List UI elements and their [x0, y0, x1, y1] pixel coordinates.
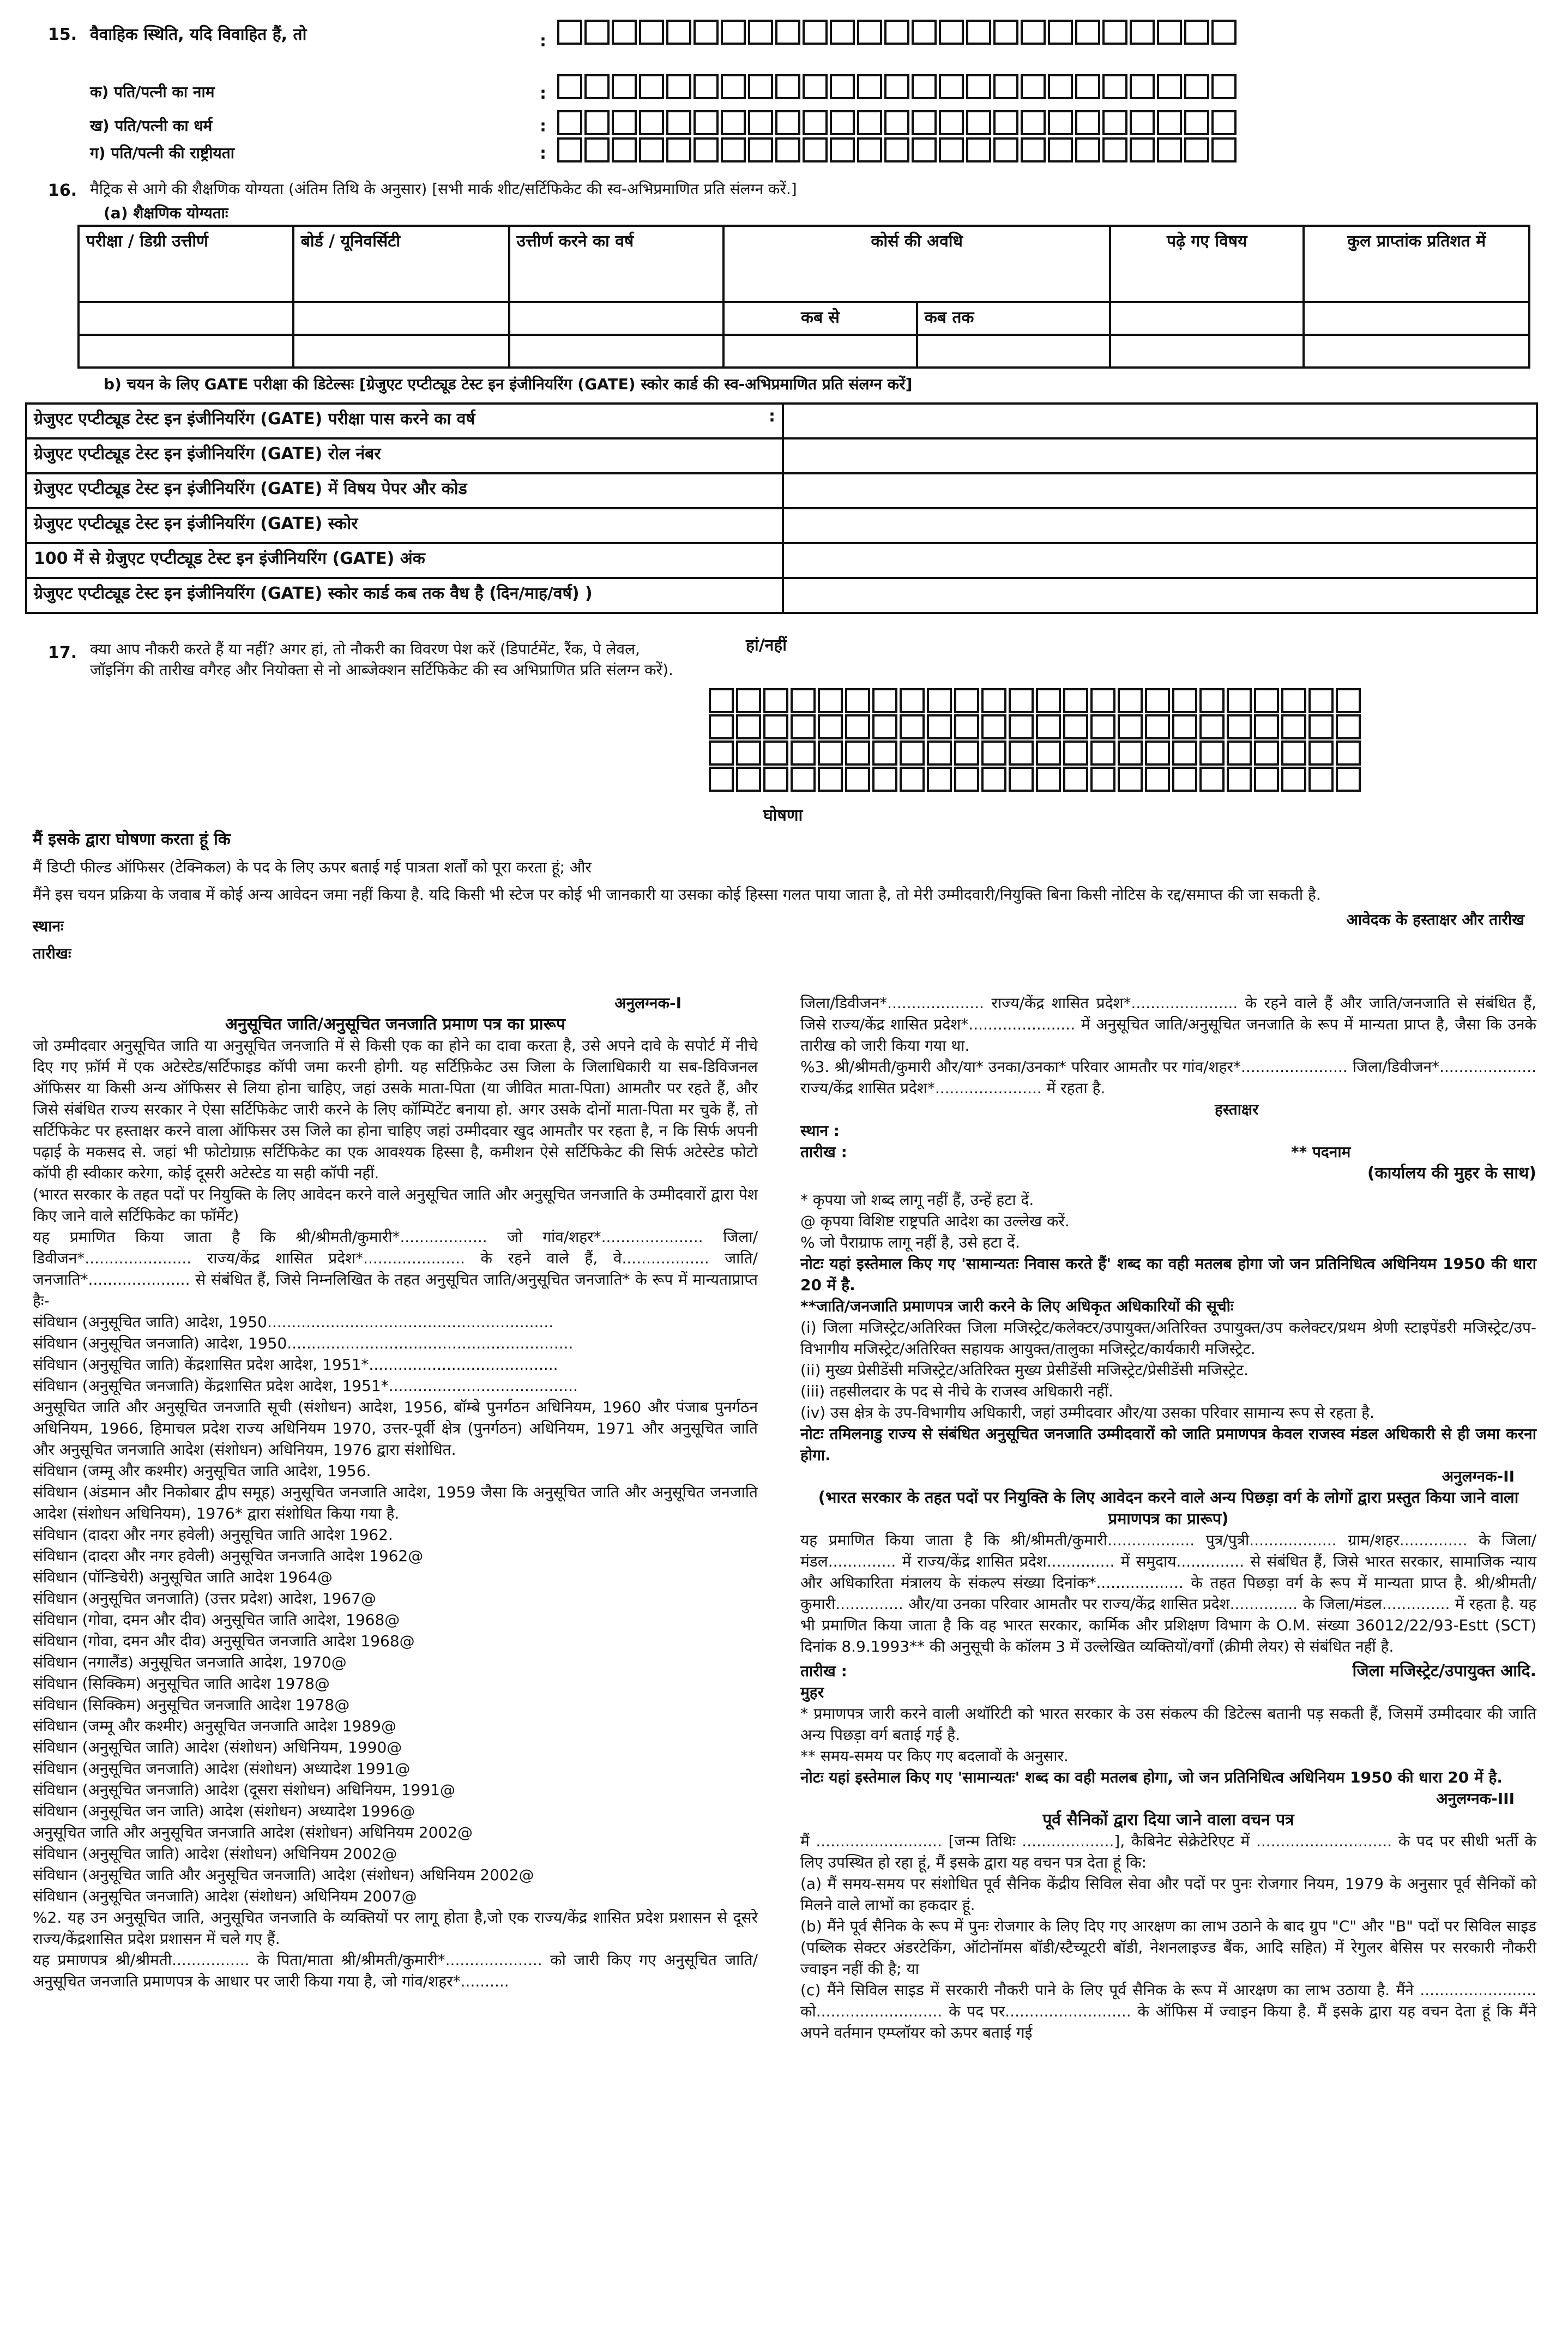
order-item: संविधान (अंडमान और निकोबार द्वीप समूह) अनुसूचित जनजाति आदेश, 1959 जैसा कि अनुसूचित जाति और अनुसूचित जनजाति आदेश (संशोधन अधिनियम), 1976* द्वारा संशोधित किया गया है. [33, 1483, 758, 1522]
gate-value[interactable] [783, 404, 1537, 438]
order-item: अनुसूचित जाति और अनुसूचित जनजाति आदेश (संशोधन) अधिनियम 2002@ [33, 1823, 473, 1841]
employment-boxes[interactable] [709, 688, 1363, 792]
order-item: संविधान (सिक्किम) अनुसूचित जाति आदेश 1978@ [33, 1675, 330, 1693]
col-percentage: कुल प्राप्तांक प्रतिशत में [1304, 226, 1529, 302]
order-item: संविधान (अनुसूचित जनजाति) आदेश (संशोधन) अध्यादेश 1991@ [33, 1760, 411, 1778]
edu-cell[interactable] [509, 335, 724, 368]
gate-row-label: ग्रेजुएट एप्टीट्यूड टेस्ट इन इंजीनियरिंग (GATE) स्कोर [26, 508, 783, 543]
spouse-nationality-colon: : [540, 144, 546, 163]
order-item: संविधान (अनुसूचित जाति) आदेश, 1950........................................................... [33, 1313, 554, 1331]
edu-cell[interactable] [1304, 302, 1529, 335]
spouse-name-boxes[interactable] [557, 74, 1239, 99]
q16-number: 16. [48, 181, 77, 200]
order-item: संविधान (जम्मू और कश्मीर) अनुसूचित जाति आदेश, 1956. [33, 1462, 371, 1480]
annex1-tag: अनुलग्नक-I [614, 994, 682, 1012]
spouse-name-colon: : [540, 84, 546, 103]
order-item: संविधान (अनुसूचित जाति) केंद्रशासित प्रदेश आदेश, 1951*....................................... [33, 1356, 558, 1374]
right-column [800, 992, 1536, 2043]
annex3-item-b: (b) मैंने पूर्व सैनिक के रूप में पुनः रोजगार के लिए दिए गए आरक्षण का लाभ उठाने के बाद ग्रुप "C" और "B" पदों पर सिविल साइड (पब्लिक सेक्टर अंडरटेकिंग, ऑटोनॉमस बॉडी/स्टैच्यूटरी बॉडी, नेशनलाइज्ड बैंक, आदि सहित) में रेगुलर बेसिस पर सरकारी नौकरी ज्वाइन नहीं की है; या [800, 1917, 1536, 1978]
order-item: संविधान (नगालैंड) अनुसूचित जनजाति आदेश, 1970@ [33, 1653, 347, 1671]
edu-cell[interactable] [293, 302, 509, 335]
order-item: संविधान (अनुसूचित जनजाति) आदेश, 1950........................................................... [33, 1334, 574, 1352]
office-seal-label: (कार्यालय की मुहर के साथ) [1367, 1164, 1536, 1183]
spouse-nationality-boxes[interactable] [557, 137, 1239, 162]
col-year: उत्तीर्ण करने का वर्ष [509, 226, 724, 302]
col-duration: कोर्स की अवधि [723, 226, 1110, 302]
order-item: संविधान (दादरा और नगर हवेली) अनुसूचित जाति आदेश 1962. [33, 1526, 393, 1544]
order-item: संविधान (दादरा और नगर हवेली) अनुसूचित जनजाति आदेश 1962@ [33, 1547, 424, 1565]
authority-item: (iii) तहसीलदार के पद से नीचे के राजस्व अधिकारी नहीं. [800, 1382, 1113, 1400]
edu-cell[interactable] [509, 302, 724, 335]
edu-cell[interactable] [723, 335, 916, 368]
education-table [77, 225, 1530, 369]
edu-cell[interactable] [917, 335, 1110, 368]
note-tamilnadu: नोटः तमिलनाडु राज्य से संबंधित अनुसूचित जनजाति उम्मीदवारों को जाति प्रमाणपत्र केवल राजस्व मंडल अधिकारी से ही जमा करना होगा. [800, 1425, 1536, 1464]
annex2-magistrate: जिला मजिस्ट्रेट/उपायुक्त आदि. [1352, 1661, 1536, 1681]
order-item: संविधान (गोवा, दमन और दीव) अनुसूचित जाति आदेश, 1968@ [33, 1611, 400, 1629]
declaration-title: मैं इसके द्वारा घोषणा करता हूं कि [33, 830, 231, 849]
edu-cell[interactable] [79, 302, 293, 335]
spouse-religion-colon: : [540, 117, 546, 136]
q15-label: वैवाहिक स्थिति, यदि विवाहित हैं, तो [90, 25, 307, 44]
q15-number: 15. [48, 25, 77, 44]
gate-value[interactable] [783, 438, 1537, 473]
spouse-name-label: क) पति/पत्नी का नाम [90, 83, 215, 101]
gate-row-label: ग्रेजुएट एप्टीट्यूड टेस्ट इन इंजीनियरिंग (GATE) में विषय पेपर और कोड [26, 473, 783, 508]
spouse-nationality-label: ग) पति/पत्नी की राष्ट्रीयता [90, 144, 234, 162]
declaration-label: घोषणा [763, 806, 803, 825]
edu-cell[interactable] [1110, 302, 1304, 335]
col-exam: परीक्षा / डिग्री उत्तीर्ण [79, 226, 293, 302]
applicant-signature: आवेदक के हस्ताक्षर और तारीख [1346, 911, 1524, 929]
annex2-tag: अनुलग्नक-II [1442, 1467, 1515, 1485]
note-item: % जो पैराग्राफ लागू नहीं है, उसे हटा दें. [800, 1233, 1020, 1251]
edu-cell[interactable] [1110, 335, 1304, 368]
yes-no-label: हां/नहीं [746, 636, 787, 655]
order-item: संविधान (अनुसूचित जनजाति) केंद्रशासित प्रदेश आदेश, 1951*....................................... [33, 1377, 578, 1395]
order-item: अनुसूचित जाति और अनुसूचित जनजाति सूची (संशोधन) आदेश, 1956, बॉम्बे पुनर्गठन अधिनियम, 1960 और पंजाब पुनर्गठन अधिनियम, 1966, हिमाचल प्रदेश राज्य अधिनियम 1970, उत्तर-पूर्वी क्षेत्र (पुनर्गठन) अधिनियम, 1971 और अनुसूचित जाति और अनुसूचित जनजाति आदेश (संशोधन) अधिनियम, 1976 द्वारा संशोधित. [33, 1398, 758, 1459]
designation-label: ** पदनाम [1291, 1143, 1351, 1161]
gate-value[interactable] [783, 508, 1537, 543]
order-item: संविधान (अनुसूचित जनजाति) (उत्तर प्रदेश) आदेश, 1967@ [33, 1590, 376, 1607]
declaration-line2: मैंने इस चयन प्रक्रिया के जवाब में कोई अन्य आवेदन जमा नहीं किया है. यदि किसी भी स्टेज पर कोई भी जानकारी या उसका कोई हिस्सा गलत पाया जाता है, तो मेरी उम्मीदवारी/नियुक्ति बिना किसी नोटिस के रद्द/समाप्त की जा सकती है. [33, 886, 1321, 904]
order-item: संविधान (अनुसूचित जाति और अनुसूचित जनजाति) आदेश (संशोधन) अधिनियम 2002@ [33, 1866, 534, 1884]
date-label: तारीख : [800, 1143, 847, 1161]
annex3-title: पूर्व सैनिकों द्वारा दिया जाने वाला वचन पत्र [1042, 1810, 1294, 1829]
authorized-officers-title: **जाति/जनजाति प्रमाणपत्र जारी करने के लिए अधिकृत अधिकारियों की सूचीः [800, 1297, 1234, 1315]
place-label: स्थान : [800, 1122, 840, 1140]
annex1-cert2: यह प्रमाणपत्र श्री/श्रीमती................ के पिता/माता श्री/श्रीमती/कुमारी*.................... को जारी किए गए अनुसूचित जाति/अनुसूचित जनजाति प्रमाणपत्र के आधार पर जारी किया गया है, जो गांव/शहर*.......... [33, 1951, 758, 1990]
gate-value[interactable] [783, 543, 1537, 578]
col-from: कब से [723, 302, 916, 335]
annex2-date: तारीख : [800, 1662, 847, 1680]
order-item: संविधान (पॉन्डिचेरी) अनुसूचित जाति आदेश 1964@ [33, 1568, 333, 1586]
spouse-religion-boxes[interactable] [557, 110, 1239, 135]
declaration-line1: मैं डिप्टी फील्ड ऑफिसर (टेक्निकल) के पद के लिए ऊपर बताई गई पात्रता शर्तों को पूरा करता हूं; और [33, 858, 592, 876]
order-item: संविधान (अनुसूचित जाति) आदेश (संशोधन) अधिनियम, 1990@ [33, 1738, 402, 1756]
annex1-continued: जिला/डिवीजन*.................... राज्य/केंद्र शासित प्रदेश*...................... के रहने वाले हैं और जाति/जनजाति से संबंधित हैं, जिसे राज्य/केंद्र शासित प्रदेश*...................... में अनुसूचित जाति/अनुसूचित जनजाति के रूप में मान्यता प्राप्त है, जैसा कि उनके तारीख को जारी किया गया था. [800, 994, 1536, 1055]
order-item: संविधान (सिक्किम) अनुसूचित जनजाति आदेश 1978@ [33, 1696, 350, 1714]
gate-value[interactable] [783, 578, 1537, 613]
edu-cell[interactable] [1304, 335, 1529, 368]
annex3-tag: अनुलग्नक-III [1436, 1790, 1515, 1808]
q17-text: क्या आप नौकरी करते हैं या नहीं? अगर हां, तो नौकरी का विवरण पेश करें (डिपार्टमेंट, रैंक, पे लेवल, जॉइनिंग की तारीख वगैरह और नियोक्ता से नो आब्जेक्शन सर्टिफिकेट की स्व अभिप्राणित प्रति संलग्न करें). [90, 640, 673, 679]
annex1-note2: %2. यह उन अनुसूचित जाति, अनुसूचित जनजाति के व्यक्तियों पर लागू होता है,जो एक राज्य/केंद्र शासित प्रदेश प्रशासन से दूसरे राज्य/केंद्रशासित प्रदेश प्रशासन में चले गए हैं. [33, 1908, 758, 1948]
col-to: कब तक [917, 302, 1110, 335]
order-item: संविधान (अनुसूचित जनजाति) आदेश (दूसरा संशोधन) अधिनियम, 1991@ [33, 1781, 455, 1799]
authority-item: (ii) मुख्य प्रेसीडेंसी मजिस्ट्रेट/अतिरिक्त मुख्य प्रेसीडेंसी मजिस्ट्रेट/प्रेसीडेंसी मजिस्ट्रेट. [800, 1361, 1249, 1379]
order-item: संविधान (अनुसूचित जन जाति) आदेश (संशोधन) अध्यादेश 1996@ [33, 1802, 415, 1820]
note-item: * कृपया जो शब्द लागू नहीं हैं, उन्हें हटा दें. [800, 1191, 1034, 1209]
gate-row-label: ग्रेजुएट एप्टीट्यूड टेस्ट इन इंजीनियरिंग (GATE) रोल नंबर [26, 438, 783, 473]
annex2-note1: * प्रमाणपत्र जारी करने वाली अथॉरिटी को भारत सरकार के उस संकल्प की डिटेल्स बतानी पड़ सकती हैं, जिसमें उम्मीदवार की जाति अन्य पिछड़ा वर्ग बताई गई है. [800, 1705, 1536, 1744]
signature-label: हस्ताक्षर [1215, 1100, 1259, 1118]
annex1-note3: %3. श्री/श्रीमती/कुमारी और/या* उनका/उनका* परिवार आमतौर पर गांव/शहर*...................... जिला/डिवीजन*.................... राज्य/केंद्र शासित प्रदेश*...................... में रहता है. [800, 1058, 1536, 1097]
annex1-intro: जो उम्मीदवार अनुसूचित जाति या अनुसूचित जनजाति में से किसी एक का होने का दावा करता है, उसे अपने दावे के सपोर्ट में नीचे दिए गए फ़ॉर्म में एक अटेस्टेड/सर्टिफाइड कॉपी जमा करनी होगी. यह सर्टिफ़िकेट उस जिला के जिलाधिकारी या सब-डिविजनल ऑफिसर या किसी अन्य ऑफिसर से लिया होना चाहिए, जहां उसके माता-पिता (या जीवित माता-पिता) आमतौर पर रहते हैं, और जिसे संबंधित राज्य सरकार ने ऐसा सर्टिफिकेट जारी करने के लिए कॉम्पिटेंट बनाया हो. अगर उसके दोनों माता-पिता मर चुके हैं, तो सर्टिफिकेट पर हस्ताक्षर करने वाला ऑफिसर उस जिले का होना चाहिए जहां उम्मीदवार खुद आमतौर पर रहता है, न कि सिर्फ अपनी पढ़ाई के मकसद से. जहां भी फोटोग्राफ़ सर्टिफिकेट का एक आवश्यक हिस्सा है, कमीशन ऐसे सर्टिफिकेट की सिर्फ अटेस्टेड फोटो कॉपी ही स्वीकार करेगा, कोई दूसरी अटेस्टेड या सही कॉपी नहीं. [33, 1037, 758, 1182]
annex2-cert: यह प्रमाणित किया जाता है कि श्री/श्रीमती/कुमारी.................. पुत्र/पुत्री.................. ग्राम/शहर.............. के जिला/मंडल.............. में राज्य/केंद्र शासित प्रदेश.............. में समुदाय.............. से संबंधित हैं, जिसे भारत सरकार, सामाजिक न्याय और अधिकारिता मंत्रालय के संकल्प संख्या दिनांक*.................. के तहत पिछड़ा वर्ग के रूप में मान्यता प्राप्त है. श्री/श्रीमती/कुमारी.............. और/या उनका परिवार आमतौर पर राज्य/केंद्र शासित प्रदेश.............. के जिला/मंडल.............. में रहता है. यह भी प्रमाणित किया जाता है कि वह भारत सरकार, कार्मिक और प्रशिक्षण विभाग के O.M. संख्या 36012/22/93-Estt (SCT) दिनांक 8.9.1993** की अनुसूची के कॉलम 3 में उल्लेखित व्यक्तियों/वर्गों (क्रीमी लेयर) से संबंधित नहीं है. [800, 1531, 1536, 1655]
col-subjects: पढ़े गए विषय [1110, 226, 1304, 302]
annex2-note2: ** समय-समय पर किए गए बदलावों के अनुसार. [800, 1747, 1069, 1765]
q17-number: 17. [48, 643, 77, 663]
note-item: @ कृपया विशिष्ट राष्ट्रपति आदेश का उल्लेख करें. [800, 1212, 1070, 1230]
annex2-title: (भारत सरकार के तहत पदों पर नियुक्ति के लिए आवेदन करने वाले अन्य पिछड़ा वर्ग के लोगों द्वारा प्रस्तुत किया जाने वाला प्रमाणपत्र का प्रारूप) [818, 1488, 1519, 1528]
order-item: संविधान (जम्मू और कश्मीर) अनुसूचित जनजाति आदेश 1989@ [33, 1717, 396, 1735]
annex3-item-a: (a) मैं समय-समय पर संशोधित पूर्व सैनिक केंद्रीय सिविल सेवा और पदों पर पुनः रोजगार नियम, 1979 के अनुसार पूर्व सैनिकों को मिलने वाले लाभों का हकदार हूं. [800, 1875, 1536, 1914]
annex1-column [33, 992, 758, 1992]
gate-row-label: 100 में से ग्रेजुएट एप्टीट्यूड टेस्ट इन इंजीनियरिंग (GATE) अंक [26, 543, 783, 578]
q15-colon: : [540, 32, 546, 51]
order-item: संविधान (अनुसूचित जनजाति) आदेश (संशोधन) अधिनियम 2007@ [33, 1887, 417, 1905]
gate-row-label: ग्रेजुएट एप्टीट्यूड टेस्ट इन इंजीनियरिंग (GATE) स्कोर कार्ड कब तक वैध है (दिन/माह/वर्ष) ) [26, 578, 783, 613]
gate-value[interactable] [783, 473, 1537, 508]
annex2-note3: नोटः यहां इस्तेमाल किए गए 'सामान्यतः' शब्द का वही मतलब होगा, जो जन प्रतिनिधित्व अधिनियम 1950 की धारा 20 में है. [800, 1768, 1503, 1786]
authority-item: (i) जिला मजिस्ट्रेट/अतिरिक्त जिला मजिस्ट्रेट/कलेक्टर/उपायुक्त/अतिरिक्त उपायुक्त/उप कलेक्टर/प्रथम श्रेणी स्टाइपेंडरी मजिस्ट्रेट/उप-विभागीय मजिस्ट्रेट/अतिरिक्त सहायक आयुक्त/तालुका मजिस्ट्रेट/कार्यकारी मजिस्ट्रेट. [800, 1318, 1536, 1358]
declaration-place: स्थानः [33, 917, 64, 935]
gate-row-label: ग्रेजुएट एप्टीट्यूड टेस्ट इन इंजीनियरिंग (GATE) परीक्षा पास करने का वर्ष [34, 410, 475, 429]
edu-cell[interactable] [79, 335, 293, 368]
declaration-date: तारीखः [33, 944, 71, 962]
annex1-title: अनुसूचित जाति/अनुसूचित जनजाति प्रमाण पत्र का प्रारूप [225, 1015, 565, 1034]
edu-cell[interactable] [293, 335, 509, 368]
order-item: संविधान (अनुसूचित जाति) आदेश (संशोधन) अधिनियम 2002@ [33, 1845, 397, 1863]
order-item: संविधान (गोवा, दमन और दीव) अनुसूचित जनजाति आदेश 1968@ [33, 1632, 415, 1650]
authority-item: (iv) उस क्षेत्र के उप-विभागीय अधिकारी, जहां उम्मीदवार और/या उसका परिवार सामान्य रूप से रहता है. [800, 1404, 1374, 1422]
q16-sub-a: (a) शैक्षणिक योग्यताः [104, 204, 228, 222]
annex3-intro: मैं .......................... [जन्म तिथिः ...................], कैबिनेट सेक्रेटेरिएट में ............................ के पद पर सीधी भर्ती के लिए उपस्थित हो रहा हूं, मैं इसके द्वारा यह वचन पत्र देता हूं कि: [800, 1832, 1536, 1871]
col-board: बोर्ड / यूनिवर्सिटी [293, 226, 509, 302]
annex3-item-c: (c) मैंने सिविल साइड में सरकारी नौकरी पाने के लिए पूर्व सैनिक के रूप में आरक्षण का लाभ उठाया है. मैंने ........................ को.......................... के पद पर.......................... के ऑफिस में ज्वाइन किया है. मैं इसके द्वारा यह वचन देता हूं कि मैंने अपने वर्तमान एम्प्लॉयर को ऊपर बताई गई [800, 1981, 1536, 2042]
spouse-religion-label: ख) पति/पत्नी का धर्म [90, 117, 213, 135]
annex1-cert1: यह प्रमाणित किया जाता है कि श्री/श्रीमती/कुमारी*.................. जो गांव/शहर*..................... जिला/डिवीजन*...................... राज्य/केंद्र शासित प्रदेश*..................... के रहने वाले हैं, वे.................. जाति/जनजाति*..................... से संबंधित हैं, जिसे निम्नलिखित के तहत अनुसूचित जाति/अनुसूचित जनजाति* के रूप में मान्यताप्राप्त हैः- [33, 1228, 758, 1310]
annex1-subtitle: (भारत सरकार के तहत पदों पर नियुक्ति के लिए आवेदन करने वाले अनुसूचित जाति और अनुसूचित जनजाति के उम्मीदवारों द्वारा पेश किए जाने वाले सर्टिफिकेट का फॉर्मेट) [33, 1185, 758, 1225]
marital-status-boxes[interactable] [557, 20, 1239, 45]
gate-colon: : [769, 407, 775, 426]
annex2-seal: मुहर [800, 1683, 824, 1701]
q16-sub-b: b) चयन के लिए GATE परीक्षा की डिटेल्सः [ग्रेजुएट एप्टीट्यूड टेस्ट इन इंजीनियरिंग (GATE) स्कोर कार्ड की स्व-अभिप्रमाणित प्रति संलग्न करें] [104, 375, 913, 393]
note-usual-residence: नोटः यहां इस्तेमाल किए गए 'सामान्यतः निवास करते हैं' शब्द का वही मतलब होगा जो जन प्रतिनिधित्व अधिनियम 1950 की धारा 20 में है. [800, 1255, 1536, 1294]
gate-table [25, 402, 1538, 614]
q16-text: मैट्रिक से आगे की शैक्षणिक योग्यता (अंतिम तिथि के अनुसार) [सभी मार्क शीट/सर्टिफिकेट की स्व-अभिप्रमाणित प्रति संलग्न करें.] [90, 180, 797, 198]
